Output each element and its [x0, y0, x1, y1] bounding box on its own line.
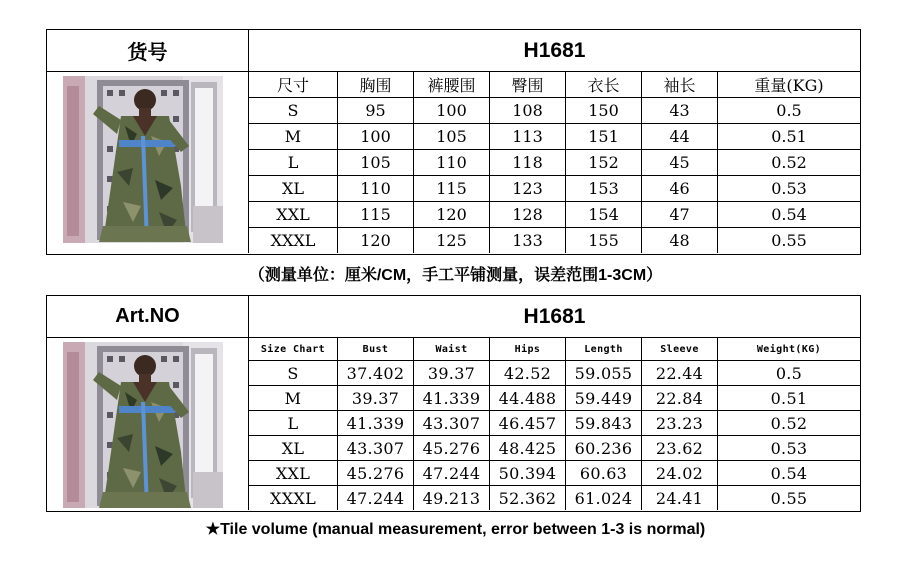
table-cell: 105	[338, 150, 414, 176]
table-cell: 110	[338, 176, 414, 202]
table-cell: 39.37	[338, 386, 414, 411]
table-cell: 52.362	[490, 486, 566, 510]
table-cell: 0.55	[770, 488, 808, 508]
table-cell: XL	[249, 436, 338, 461]
table-cell: 110	[414, 150, 490, 176]
table-cell: 0.51	[718, 386, 860, 411]
product-photo-cell	[47, 72, 249, 253]
size-chart-cn	[46, 29, 861, 255]
product-photo-cell	[47, 338, 249, 510]
table-cell: 0.52	[718, 150, 860, 176]
table-cell: 22.84	[642, 386, 718, 411]
table-cell: 0.53	[718, 436, 860, 461]
product-photo	[63, 76, 223, 243]
table-cell: 115	[414, 176, 490, 202]
measurement-note-cn: （测量单位：厘米/CM，手工平铺测量，误差范围1-3CM）	[248, 267, 663, 284]
table-cell: 0.53	[718, 176, 860, 202]
table-cell: XL	[249, 176, 338, 202]
table-cell: 45.276	[414, 436, 490, 461]
table-cell: 115	[338, 202, 414, 228]
table-cell: 24.41	[642, 486, 718, 510]
column-header: 裤腰围	[414, 72, 490, 98]
size-table-en	[249, 338, 860, 510]
art-no-value: H1681	[523, 304, 586, 328]
product-photo	[63, 342, 223, 508]
size-chart-cn-header	[47, 30, 860, 72]
table-cell: 48.425	[490, 436, 566, 461]
table-cell: 108	[490, 98, 566, 124]
size-chart-en-header	[47, 296, 860, 338]
table-cell: 100	[338, 124, 414, 150]
table-cell: 43.307	[338, 436, 414, 461]
table-cell: 23.23	[642, 411, 718, 436]
table-cell: 59.449	[566, 386, 642, 411]
measurement-note-en: ★Tile volume (manual measurement, error between 1-3 is normal)	[205, 521, 706, 538]
table-cell: 0.5	[718, 98, 860, 124]
table-cell: 44	[642, 124, 718, 150]
table-cell: XXL	[249, 202, 338, 228]
table-cell: 47	[642, 202, 718, 228]
table-cell: 155	[566, 228, 642, 253]
table-cell: XXXL	[249, 228, 338, 253]
column-header: 袖长	[642, 72, 718, 98]
column-header: 尺寸	[249, 72, 338, 98]
table-cell: 45.276	[338, 461, 414, 486]
table-cell: 120	[338, 228, 414, 253]
column-header: Length	[566, 338, 642, 361]
art-no-label: Art.NO	[47, 296, 249, 337]
table-cell: 113	[490, 124, 566, 150]
table-cell: 118	[490, 150, 566, 176]
table-cell: L	[249, 150, 338, 176]
table-cell: 150	[566, 98, 642, 124]
table-cell: 37.402	[338, 361, 414, 386]
table-cell: 0.52	[718, 411, 860, 436]
table-cell: 45	[642, 150, 718, 176]
table-cell: 43.307	[414, 411, 490, 436]
table-cell: 133	[490, 228, 566, 253]
table-cell: XXL	[249, 461, 338, 486]
table-cell: 43	[642, 98, 718, 124]
table-cell: 60.236	[566, 436, 642, 461]
table-cell: 46	[642, 176, 718, 202]
column-header: 衣长	[566, 72, 642, 98]
table-cell: S	[249, 98, 338, 124]
table-cell: 59.055	[566, 361, 642, 386]
table-cell: 123	[490, 176, 566, 202]
table-cell: 61.024	[566, 486, 642, 510]
column-header: Sleeve	[642, 338, 718, 361]
item-number-label: 货号	[47, 30, 249, 71]
table-cell: 152	[566, 150, 642, 176]
table-cell: 47.244	[414, 461, 490, 486]
table-cell: 47.244	[338, 486, 414, 510]
table-cell: 41.339	[338, 411, 414, 436]
table-cell: 39.37	[414, 361, 490, 386]
table-cell: 46.457	[490, 411, 566, 436]
table-cell: 153	[566, 176, 642, 202]
table-cell: S	[249, 361, 338, 386]
column-header: Waist	[414, 338, 490, 361]
column-header: 臀围	[490, 72, 566, 98]
size-table-cn	[249, 72, 860, 253]
column-header: Weight(KG)	[718, 338, 860, 361]
table-cell: XXXL	[249, 486, 338, 510]
table-cell: 42.52	[490, 361, 566, 386]
table-cell: 44.488	[490, 386, 566, 411]
table-cell: 48	[642, 228, 718, 253]
table-cell: M	[249, 124, 338, 150]
table-cell: M	[249, 386, 338, 411]
table-cell: 125	[414, 228, 490, 253]
table-cell: 23.62	[642, 436, 718, 461]
table-cell: 0.55	[771, 231, 807, 250]
table-cell: 41.339	[414, 386, 490, 411]
column-header: 重量(KG)	[718, 72, 860, 98]
table-cell: 128	[490, 202, 566, 228]
table-cell: 100	[414, 98, 490, 124]
table-cell: L	[249, 411, 338, 436]
column-header: Size Chart	[249, 338, 338, 361]
table-cell: 59.843	[566, 411, 642, 436]
table-cell: 0.51	[718, 124, 860, 150]
table-cell: 95	[338, 98, 414, 124]
column-header: Bust	[338, 338, 414, 361]
table-cell: 50.394	[490, 461, 566, 486]
table-cell: 105	[414, 124, 490, 150]
table-cell: 151	[566, 124, 642, 150]
table-cell: 60.63	[566, 461, 642, 486]
table-cell: 22.44	[642, 361, 718, 386]
size-chart-en	[46, 295, 861, 512]
table-cell: 120	[414, 202, 490, 228]
table-cell: 0.54	[718, 202, 860, 228]
column-header: 胸围	[338, 72, 414, 98]
table-cell: 24.02	[642, 461, 718, 486]
item-number-value: H1681	[523, 38, 586, 62]
column-header: Hips	[490, 338, 566, 361]
table-cell: 0.54	[718, 461, 860, 486]
table-cell: 154	[566, 202, 642, 228]
table-cell: 49.213	[414, 486, 490, 510]
table-cell: 0.5	[718, 361, 860, 386]
